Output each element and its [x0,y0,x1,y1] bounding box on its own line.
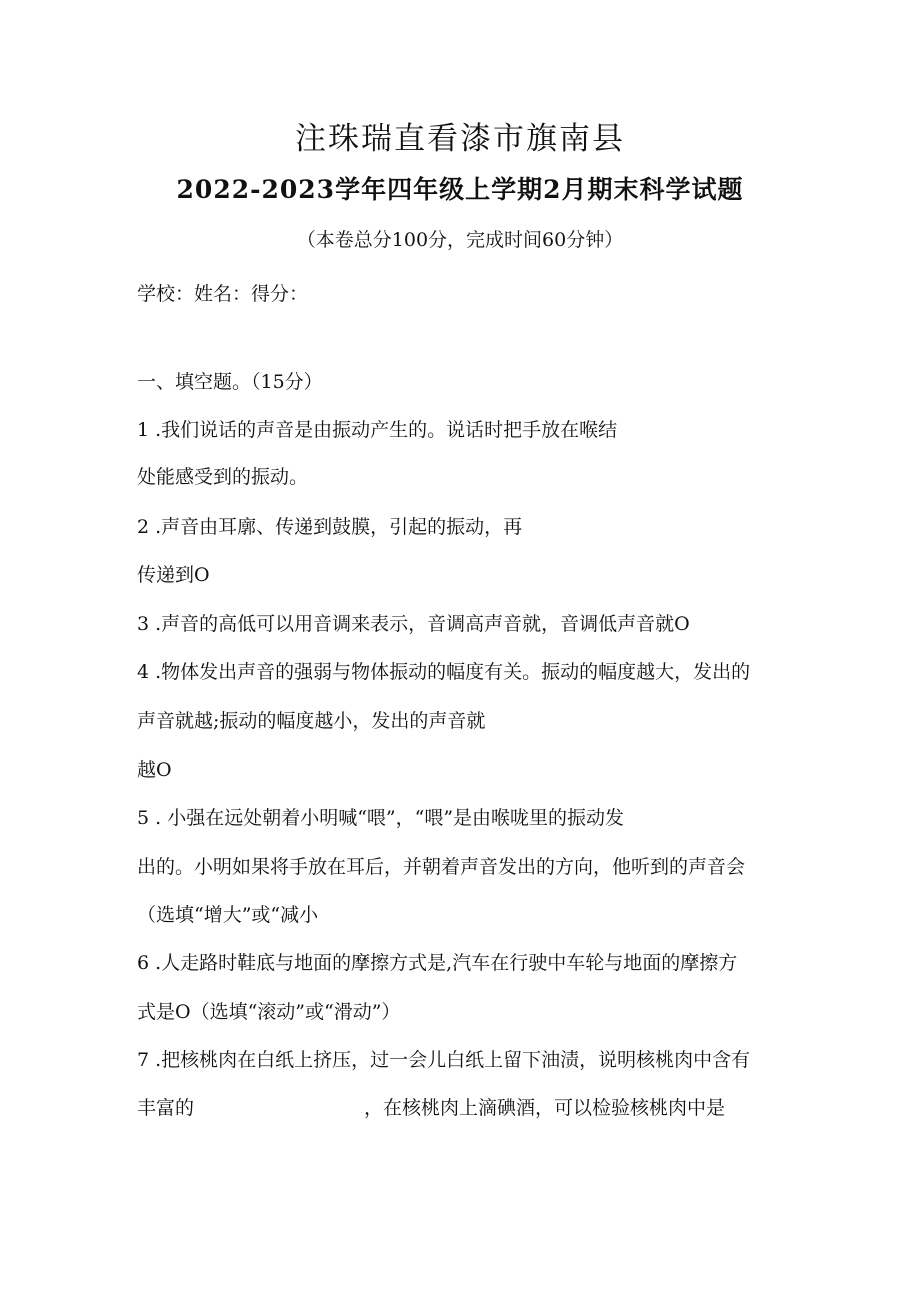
question-line: 声音就越;振动的幅度越小，发出的声音就 [137,710,486,732]
exam-note: （本卷总分100分，完成时间60分钟） [296,229,624,251]
question-line [137,1096,725,1120]
section-heading: 一、填空题。（15分） [137,371,323,393]
question-line: 4 .物体发出声音的强弱与物体振动的幅度有关。振动的幅度越大，发出的 [137,661,751,683]
question-line: 越O [137,759,172,781]
exam-title: 注珠瑞直看漆市旗南县 [295,121,625,157]
exam-subtitle: 2022-2023学年四年级上学期2月期末科学试题 [176,175,744,204]
question-line: 传递到O [137,564,210,586]
question-line: 3 .声音的高低可以用音调来表示，音调高声音就，音调低声音就O [137,613,690,635]
question-line: 5 . 小强在远处朝着小明喊“喂”，“喂”是由喉咙里的振动发 [137,807,625,829]
question-text: 丰富的 [137,1097,195,1119]
question-line: 1 .我们说话的声音是由振动产生的。说话时把手放在喉结 [137,419,618,441]
question-text: ，在核桃肉上滴碘酒，可以检验核桃肉中是 [364,1097,726,1119]
question-line: 7 .把核桃肉在白纸上挤压，过一会儿白纸上留下油渍，说明核桃肉中含有 [137,1049,751,1071]
question-line: 式是O（选填“滚动”或“滑动”） [137,1001,401,1023]
student-info-line: 学校：姓名：得分： [137,283,309,305]
question-line: （选填“增大”或“减小 [137,904,319,926]
question-line: 6 .人走路时鞋底与地面的摩擦方式是,汽车在行驶中车轮与地面的摩擦方 [137,952,738,974]
question-line: 出的。小明如果将手放在耳后，并朝着声音发出的方向，他听到的声音会 [137,856,746,878]
question-line: 2 .声音由耳廓、传递到鼓膜，引起的振动，再 [137,516,523,538]
question-line: 处能感受到的振动。 [137,466,309,488]
